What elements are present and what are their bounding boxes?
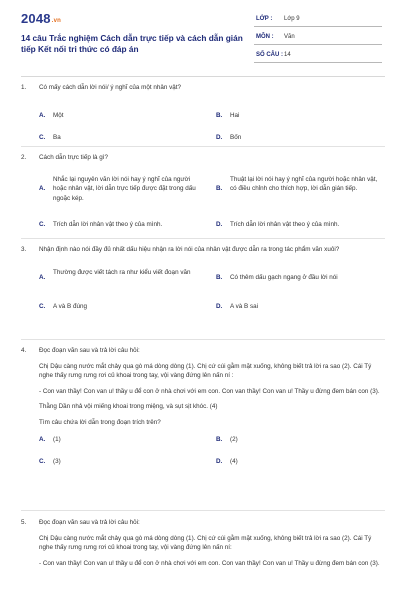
logo-suffix: .vn bbox=[51, 18, 62, 24]
option-letter: B. bbox=[216, 436, 223, 443]
question-number: 5. bbox=[21, 519, 27, 526]
question-separator bbox=[21, 510, 385, 511]
site-logo[interactable] bbox=[21, 11, 61, 26]
option-c[interactable] bbox=[39, 220, 204, 230]
option-letter: B. bbox=[216, 111, 223, 119]
option-text: Có thêm dấu gạch ngang ở đầu lời nói bbox=[230, 273, 338, 281]
question-4 bbox=[21, 346, 385, 465]
option-text: (3) bbox=[53, 458, 61, 465]
option-text: Trích dẫn lời nhân vật theo ý của mình. bbox=[230, 220, 340, 228]
question-stem: Đọc đoạn văn sau và trả lời câu hỏi: bbox=[39, 347, 140, 354]
option-b[interactable] bbox=[216, 175, 381, 194]
option-b[interactable] bbox=[216, 273, 381, 283]
option-d[interactable] bbox=[216, 302, 381, 312]
option-letter: A. bbox=[39, 184, 46, 192]
option-text: Hai bbox=[230, 111, 240, 119]
option-letter: B. bbox=[216, 184, 223, 192]
option-text: Trích dẫn lời nhân vật theo ý của mình. bbox=[53, 220, 163, 228]
question-separator bbox=[21, 238, 385, 239]
question-stem: Đọc đoạn văn sau và trả lời câu hỏi: bbox=[39, 519, 140, 526]
option-c[interactable] bbox=[39, 133, 204, 143]
document-title: 14 câu Trắc nghiệm Cách dẫn trực tiếp và cách dẫn gián tiếp Kết nối tri thức có đáp án bbox=[21, 33, 243, 54]
question-5 bbox=[21, 518, 385, 568]
option-letter: D. bbox=[216, 220, 223, 228]
option-text: (1) bbox=[53, 436, 61, 443]
passage-paragraph: Chị Dậu càng nước mắt chảy qua gò má dòng dòng (1). Chị cứ cúi gằm mặt xuống, không biết trả lời ra sao (2). Cái Tý nghe thấy rưng rưng rơi củ khoai trong tay, vội vàng đứng lên nấn ní : bbox=[39, 362, 372, 379]
option-text: Một bbox=[53, 111, 64, 119]
option-text: Bốn bbox=[230, 133, 242, 141]
option-text: (4) bbox=[230, 458, 238, 465]
option-letter: A. bbox=[39, 111, 46, 119]
option-letter: A. bbox=[39, 436, 46, 443]
option-text: Ba bbox=[53, 133, 61, 141]
header-divider bbox=[21, 76, 385, 77]
question-number: 1. bbox=[21, 84, 27, 91]
question-3 bbox=[21, 245, 385, 310]
option-text: Thuật lại lời nói hay ý nghĩ của người hoặc nhân vật, có điều chỉnh cho thích hợp, lời dẫn gián tiếp. bbox=[230, 175, 378, 192]
option-d[interactable] bbox=[216, 133, 381, 143]
option-text: Thường được viết tách ra như kiểu viết đoạn văn bbox=[53, 268, 191, 276]
option-b[interactable] bbox=[216, 435, 381, 445]
option-text: Nhắc lại nguyên văn lời nói hay ý nghĩ của người hoặc nhân vật, lời dẫn trực tiếp được đặt trong dấu ngoặc kép. bbox=[53, 175, 196, 202]
meta-key: MÔN : bbox=[256, 34, 274, 40]
passage-paragraph: - Con van thầy! Con van u! thầy u để con ở nhà chơi với em con. Con van thầy! Con van u! Thầy u đừng đem bán con (3). bbox=[39, 559, 380, 567]
option-c[interactable] bbox=[39, 302, 204, 312]
option-letter: A. bbox=[39, 273, 46, 281]
option-d[interactable] bbox=[216, 220, 381, 230]
meta-row-grade bbox=[254, 12, 382, 27]
passage-paragraph: Chị Dậu càng nước mắt chảy qua gò má dòng dòng (1). Chị cứ cúi gằm mặt xuống, không biết trả lời ra sao (2). Cái Tý nghe thấy rưng rưng rơi củ khoai trong tay, vội vàng đứng lên nấn ní: bbox=[39, 534, 372, 551]
option-text: (2) bbox=[230, 436, 238, 443]
question-prompt: Tìm câu chứa lời dẫn trong đoạn trích trên? bbox=[39, 418, 161, 426]
option-a[interactable] bbox=[39, 268, 204, 281]
passage-paragraph: - Con van thầy! Con van u! thầy u để con ở nhà chơi với em con. Con van thầy! Con van u! Thầy u đừng đem bán con (3). bbox=[39, 387, 380, 395]
option-letter: B. bbox=[216, 273, 223, 281]
meta-table bbox=[254, 12, 382, 66]
page-header bbox=[0, 0, 400, 76]
meta-value: Văn bbox=[284, 34, 295, 40]
option-text: A và B sai bbox=[230, 302, 259, 310]
option-letter: C. bbox=[39, 220, 46, 228]
option-a[interactable] bbox=[39, 111, 204, 121]
question-1 bbox=[21, 83, 385, 139]
question-stem: Nhận định nào nói đầy đủ nhất dấu hiệu nhận ra lời nói của nhân vật được dẫn ra trong tác phẩm văn xuôi? bbox=[39, 246, 340, 253]
option-text: A và B đúng bbox=[53, 302, 87, 310]
option-letter: C. bbox=[39, 458, 46, 465]
question-2 bbox=[21, 153, 385, 228]
meta-value: Lớp 9 bbox=[284, 16, 300, 22]
option-a[interactable] bbox=[39, 175, 204, 204]
meta-row-subject bbox=[254, 30, 382, 45]
logo-main: 2048 bbox=[21, 11, 51, 26]
question-number: 4. bbox=[21, 347, 27, 354]
meta-key: SỐ CÂU : bbox=[256, 52, 283, 58]
question-separator bbox=[21, 146, 385, 147]
option-letter: C. bbox=[39, 302, 46, 310]
options bbox=[39, 93, 385, 139]
option-b[interactable] bbox=[216, 111, 381, 121]
question-separator bbox=[21, 339, 385, 340]
option-d[interactable] bbox=[216, 457, 381, 467]
option-c[interactable] bbox=[39, 457, 204, 467]
question-number: 2. bbox=[21, 154, 27, 161]
meta-key: LỚP : bbox=[256, 16, 273, 22]
passage-paragraph: Thằng Dần nhả vội miếng khoai trong miệng, và sụt sịt khóc. (4) bbox=[39, 403, 218, 410]
question-stem: Cách dẫn trực tiếp là gì? bbox=[39, 154, 108, 161]
meta-row-count bbox=[254, 48, 382, 63]
option-letter: D. bbox=[216, 458, 223, 465]
option-letter: C. bbox=[39, 133, 46, 141]
question-stem: Có mấy cách dẫn lời nói/ ý nghĩ của một nhân vật? bbox=[39, 84, 182, 91]
option-letter: D. bbox=[216, 302, 223, 310]
option-letter: D. bbox=[216, 133, 223, 141]
option-a[interactable] bbox=[39, 435, 204, 445]
meta-value: 14 bbox=[284, 52, 291, 58]
question-number: 3. bbox=[21, 246, 27, 253]
